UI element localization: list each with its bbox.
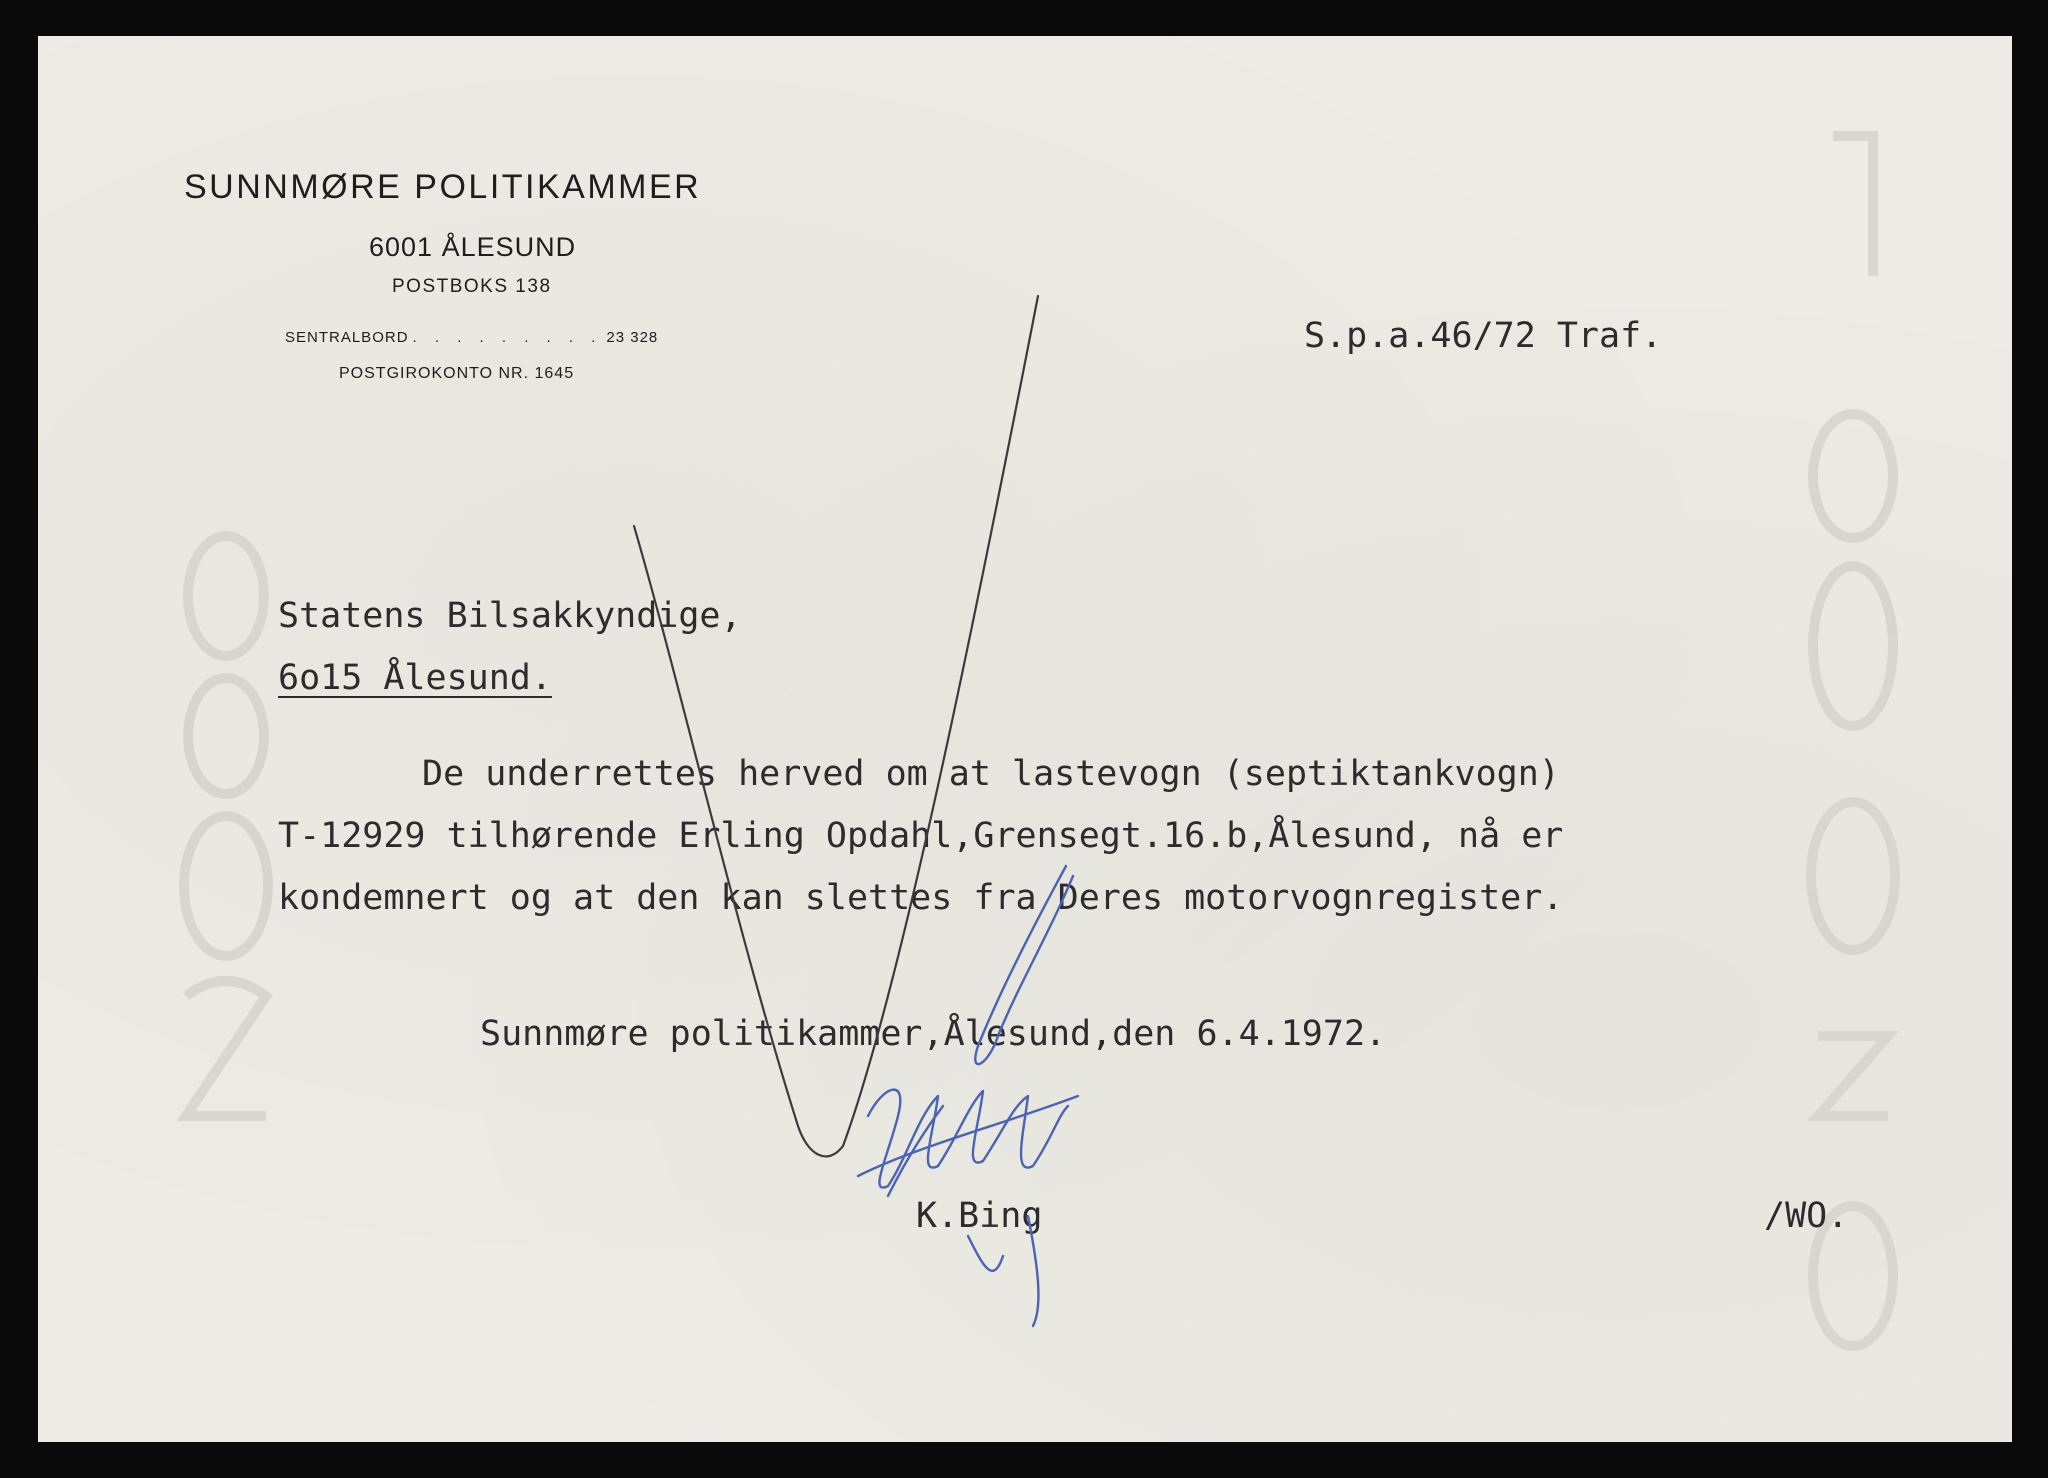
letterhead-phone [285,329,658,346]
phone-number: 23 328 [606,329,659,346]
body-line-3: kondemnert og at den kan slettes fra Deres motorvognregister. [278,878,1564,918]
recipient-name: Statens Bilsakkyndige, [278,596,742,636]
letterhead-name: SUNNMØRE POLITIKAMMER [184,168,702,206]
signer-name: K.Bing [916,1196,1043,1236]
place-and-date: Sunnmøre politikammer,Ålesund,den 6.4.1972. [480,1014,1387,1054]
letterhead-city: 6001 ÅLESUND [369,232,577,262]
reference-number: S.p.a.46/72 Traf. [1304,316,1663,356]
body-line-2: T-12929 tilhørende Erling Opdahl,Grensegt.16.b,Ålesund, nå er [278,816,1564,856]
body-line-1: De underrettes herved om at lastevogn (septiktankvogn) [422,754,1560,794]
letter-sheet [38,36,2012,1442]
letterhead-giro: POSTGIROKONTO NR. 1645 [339,365,575,382]
typist-initials: /WO. [1764,1196,1849,1236]
phone-dots: . . . . . . . . . [412,329,603,346]
letterhead-postbox: POSTBOKS 138 [392,276,552,297]
recipient-address: 6o15 Ålesund. [278,658,552,698]
phone-label: SENTRALBORD [285,329,409,346]
handwritten-signature-icon [858,866,1078,1326]
